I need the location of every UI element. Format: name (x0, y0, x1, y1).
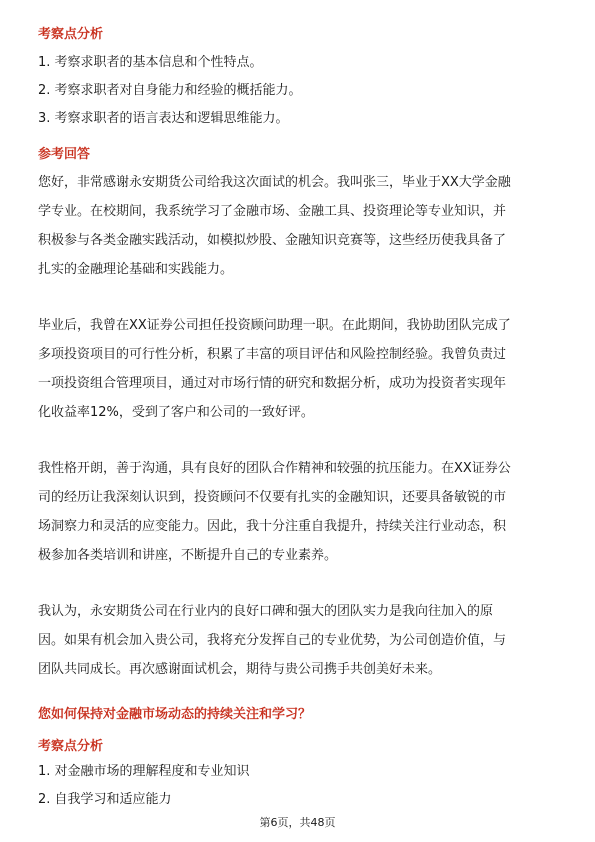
question-2-title: 您如何保持对金融市场动态的持续关注和学习？ (38, 707, 312, 722)
answer-paragraph-2 (38, 311, 560, 427)
analysis-heading: 考察点分析 (38, 27, 104, 42)
answer-p4-line-2: 因。如果有机会加入贵公司，我将充分发挥自己的专业优势，为公司创造价值，与 (38, 633, 507, 648)
answer-p3-line-1: 我性格开朗，善于沟通，具有良好的团队合作精神和较强的抗压能力。在XX证券公 (38, 461, 511, 476)
answer-p4-line-1: 我认为，永安期货公司在行业内的良好口碑和强大的团队实力是我向往加入的原 (38, 604, 494, 619)
answer-p1-line-4: 扎实的金融理论基础和实践能力。 (38, 262, 234, 277)
answer-paragraph-1 (38, 168, 560, 284)
answer-p2-line-2: 多项投资项目的可行性分析，积累了丰富的项目评估和风险控制经验。我曾负责过 (38, 347, 507, 362)
answer-paragraph-4 (38, 597, 560, 684)
answer-p3-line-4: 极参加各类培训和讲座，不断提升自己的专业素养。 (38, 548, 338, 563)
answer-p1-line-1: 您好，非常感谢永安期货公司给我这次面试的机会。我叫张三，毕业于XX大学金融 (38, 175, 511, 190)
answer-p2-line-3: 一项投资组合管理项目，通过对市场行情的研究和数据分析，成功为投资者实现年 (38, 376, 507, 391)
answer-p3-line-2: 司的经历让我深刻认识到，投资顾问不仅要有扎实的金融知识，还要具备敏锐的市 (38, 490, 507, 505)
question-2-analysis-heading: 考察点分析 (38, 739, 104, 754)
answer-p1-line-3: 积极参与各类金融实践活动，如模拟炒股、金融知识竞赛等，这些经历使我具备了 (38, 233, 507, 248)
answer-p2-line-1: 毕业后，我曾在XX证券公司担任投资顾问助理一职。在此期间，我协助团队完成了 (38, 318, 511, 333)
answer-p1-line-2: 学专业。在校期间，我系统学习了金融市场、金融工具、投资理论等专业知识，并 (38, 204, 507, 219)
analysis-item-2: 2. 考察求职者对自身能力和经验的概括能力。 (38, 83, 302, 98)
page-number: 第6页，共48页 (259, 816, 336, 829)
answer-paragraph-3 (38, 454, 560, 570)
answer-p4-line-3: 团队共同成长。再次感谢面试机会，期待与贵公司携手共创美好未来。 (38, 662, 442, 677)
question-2-item-2: 2. 自我学习和适应能力 (38, 792, 172, 807)
reference-answer-heading: 参考回答 (38, 147, 91, 162)
analysis-item-3: 3. 考察求职者的语言表达和逻辑思维能力。 (38, 111, 289, 126)
analysis-item-1: 1. 考察求职者的基本信息和个性特点。 (38, 55, 263, 70)
answer-p3-line-3: 场洞察力和灵活的应变能力。因此，我十分注重自我提升，持续关注行业动态，积 (38, 519, 507, 534)
answer-p2-line-4: 化收益率12%，受到了客户和公司的一致好评。 (38, 405, 314, 420)
question-2-item-1: 1. 对金融市场的理解程度和专业知识 (38, 764, 250, 779)
